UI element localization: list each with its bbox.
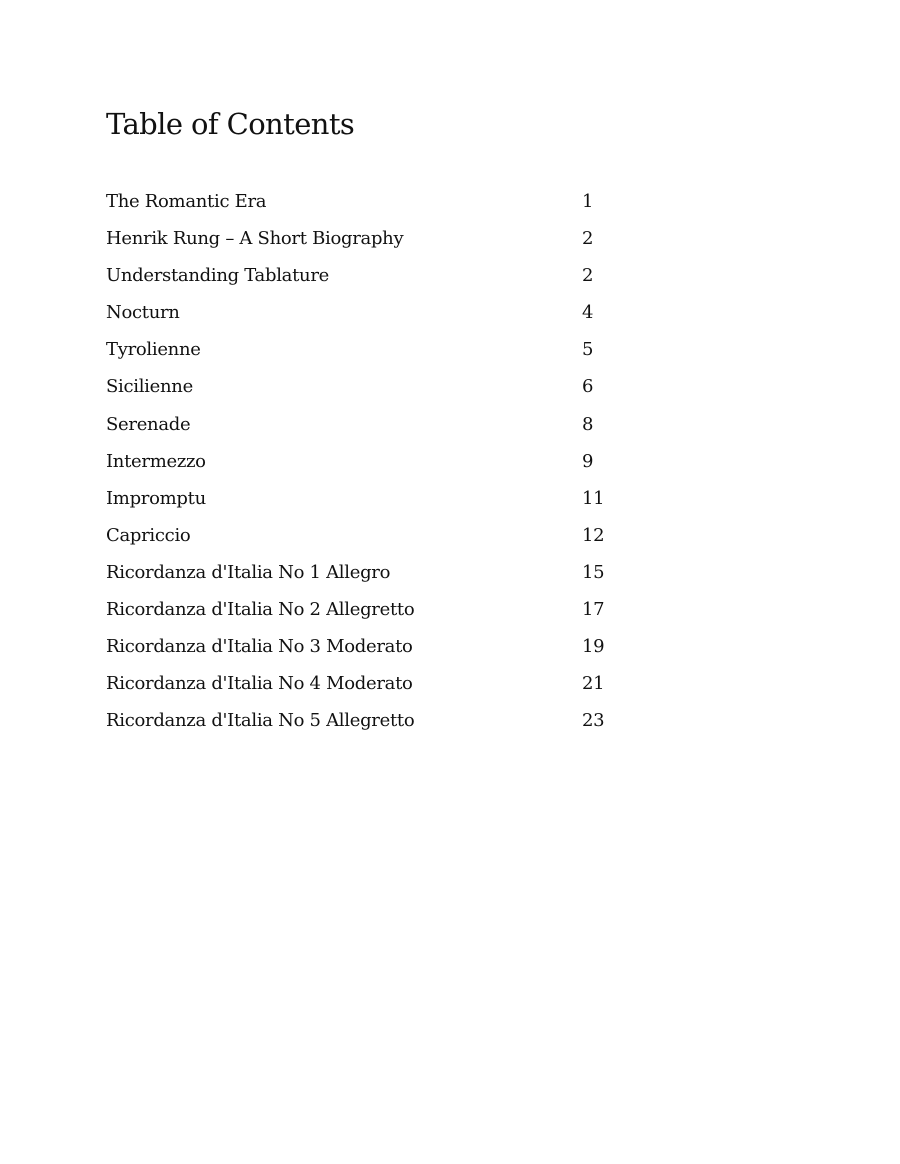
toc-entry-title: Sicilienne <box>106 376 193 398</box>
toc-entry-page-number: 1 <box>582 191 594 212</box>
toc-entry-page-number: 6 <box>582 376 594 398</box>
toc-entry-title: Henrik Rung – A Short Biography <box>106 228 404 250</box>
toc-entry-page-number: 19 <box>582 636 605 658</box>
toc-entry-page-number: 11 <box>582 487 605 509</box>
toc-entry <box>106 443 626 480</box>
toc-entry <box>106 628 626 665</box>
toc-entry-page-number: 5 <box>582 339 594 361</box>
toc-entry-page-number: 2 <box>582 265 594 287</box>
toc-entry <box>106 257 626 294</box>
toc-entry-title: Understanding Tablature <box>106 265 329 287</box>
toc-entry-page-number: 4 <box>582 302 594 324</box>
toc-entry-page-number: 17 <box>582 599 605 621</box>
toc-entry-title: Ricordanza d'Italia No 1 Allegro <box>106 561 391 583</box>
toc-entry-title: Nocturn <box>106 302 180 324</box>
toc-entry <box>106 665 626 702</box>
toc-entry <box>106 591 626 628</box>
toc-entry-title: The Romantic Era <box>106 191 267 212</box>
toc-entry-title: Intermezzo <box>106 450 206 472</box>
toc-entry-title: Serenade <box>106 413 191 435</box>
toc-entry-page-number: 2 <box>582 228 594 250</box>
toc-entry-page-number: 21 <box>582 673 605 695</box>
toc-entry <box>106 702 626 739</box>
toc-entry <box>106 220 626 257</box>
toc-entry-title: Ricordanza d'Italia No 2 Allegretto <box>106 599 415 621</box>
toc-entry-title: Capriccio <box>106 524 191 546</box>
toc-entry <box>106 183 626 220</box>
page-title: Table of Contents <box>106 107 355 141</box>
toc-entry-page-number: 9 <box>582 450 594 472</box>
toc-entry-title: Ricordanza d'Italia No 5 Allegretto <box>106 710 415 732</box>
toc-entry-title: Impromptu <box>106 487 206 509</box>
toc-entry <box>106 406 626 443</box>
toc-entry-page-number: 15 <box>582 561 605 583</box>
toc-entry-page-number: 23 <box>582 710 605 732</box>
toc-entry <box>106 517 626 554</box>
toc-entry-page-number: 12 <box>582 524 605 546</box>
toc-entry-title: Ricordanza d'Italia No 4 Moderato <box>106 673 413 695</box>
toc-list <box>106 183 626 739</box>
toc-entry <box>106 294 626 331</box>
toc-entry-title: Tyrolienne <box>106 339 201 361</box>
toc-entry-title: Ricordanza d'Italia No 3 Moderato <box>106 636 413 658</box>
toc-entry-page-number: 8 <box>582 413 594 435</box>
toc-entry <box>106 554 626 591</box>
toc-entry <box>106 331 626 368</box>
toc-entry <box>106 480 626 517</box>
toc-entry <box>106 368 626 405</box>
